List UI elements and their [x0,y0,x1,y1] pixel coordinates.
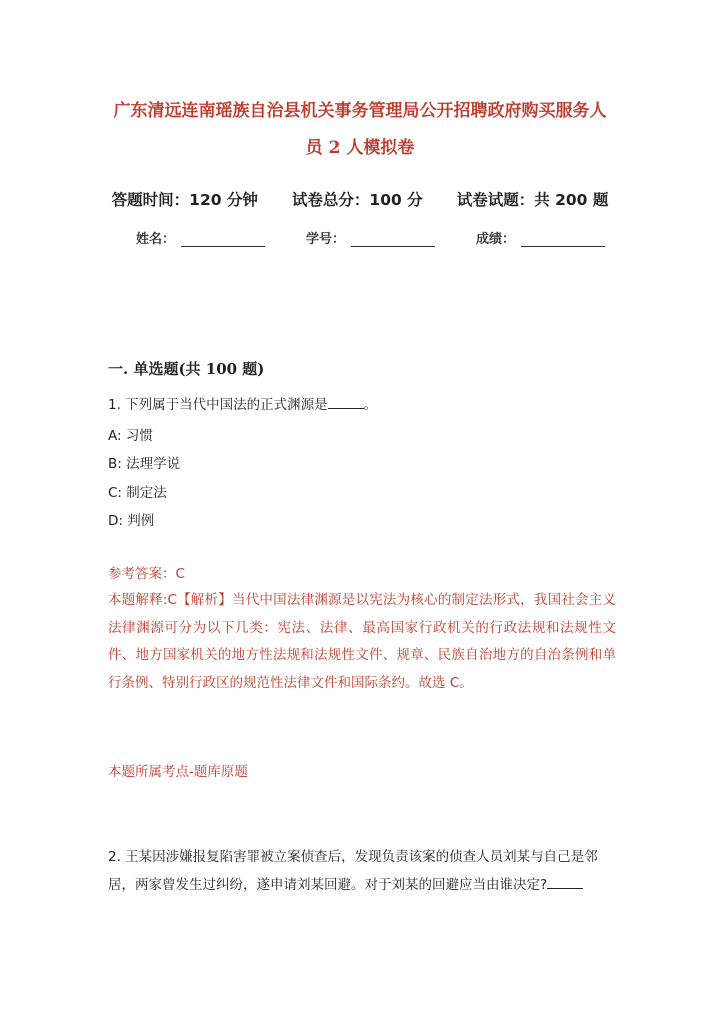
question-1-answer: 参考答案：C [108,566,185,582]
question-1-option-c: C: 制定法 [108,485,167,501]
question-1-option-b: B: 法理学说 [108,456,181,472]
question-2-blank [547,874,583,889]
id-label: 学号： [306,232,346,247]
exam-total-questions: 试卷试题：共 200 题 [456,191,609,209]
question-1-source: 本题所属考点-题库原题 [108,764,248,780]
exam-total-score: 试卷总分：100 分 [291,191,423,209]
name-field [136,228,265,247]
question-1-analysis: 本题解释:C【解析】当代中国法律渊源是以宪法为核心的制定法形式，我国社会主义法律渊源可分为以下几类：宪法、法律、最高国家行政机关的行政法规和法规性文件、地方国家机关的地方性法规和法规性文件、规章、民族自治地方的自治条例和单行条例、特别行政区的规范性法律文件和国际条约。故选 C。 [108,592,616,691]
question-1-blank [328,394,364,409]
id-blank [351,232,435,247]
question-1-option-a: A: 习惯 [108,428,153,444]
question-1-end: 。 [363,397,378,413]
score-label: 成绩： [476,232,516,247]
question-1-stem [108,391,612,419]
id-field [306,228,435,247]
question-1-option-d: D: 判例 [108,513,155,529]
question-1-text: 1. 下列属于当代中国法的正式渊源是 [108,397,328,413]
name-label: 姓名： [136,232,176,247]
question-2-text: 2. 王某因涉嫌报复陷害罪被立案侦查后，发现负责该案的侦查人员刘某与自己是邻居，两家曾发生过纠纷，遂申请刘某回避。对于刘某的回避应当由谁决定? [108,849,598,893]
exam-meta-row [0,188,720,210]
question-2-stem [108,843,612,899]
score-blank [521,232,605,247]
section-title: 一. 单选题(共 100 题) [108,360,265,378]
score-field [476,228,605,247]
name-blank [181,232,265,247]
exam-title-line-2: 员 2 人模拟卷 [305,138,415,158]
exam-title-line-1: 广东清远连南瑶族自治县机关事务管理局公开招聘政府购买服务人 [113,101,607,121]
exam-time: 答题时间：120 分钟 [111,191,258,209]
